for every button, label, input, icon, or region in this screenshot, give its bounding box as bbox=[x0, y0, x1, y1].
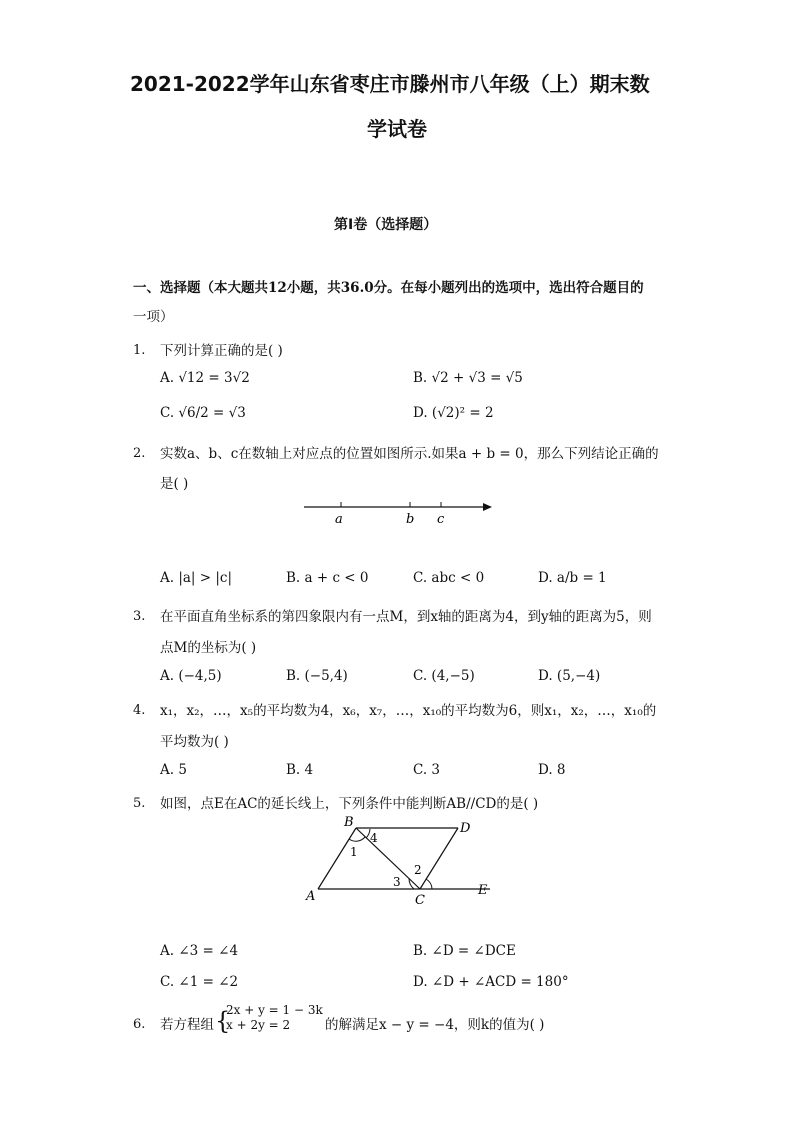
label-c: C bbox=[415, 893, 425, 908]
question-number: 3. bbox=[133, 609, 146, 624]
line-dc bbox=[420, 828, 458, 889]
option-b: B. 4 bbox=[286, 762, 314, 778]
label-c: c bbox=[437, 512, 445, 527]
question-number: 6. bbox=[133, 1017, 146, 1032]
number-line-arrow bbox=[483, 503, 492, 511]
option-c: C. 3 bbox=[413, 762, 441, 778]
part-heading-line1: 一、选择题（本大题共12小题，共36.0分。在每小题列出的选项中，选出符合题目的 bbox=[133, 280, 644, 296]
question-stem-line2: 平均数为( ) bbox=[160, 734, 229, 750]
option-b: B. (−5,4) bbox=[286, 668, 348, 684]
page-title-line1: 2021-2022学年山东省枣庄市滕州市八年级（上）期末数 bbox=[130, 72, 650, 96]
system-equation-2: x + 2y = 2 bbox=[226, 1018, 291, 1032]
part-heading-line2: 一项） bbox=[133, 309, 174, 325]
option-c: C. ∠1 = ∠2 bbox=[160, 974, 239, 990]
option-d: D. ∠D + ∠ACD = 180° bbox=[413, 974, 569, 990]
question-number: 2. bbox=[133, 446, 146, 461]
line-bc bbox=[356, 828, 420, 889]
section-title: 第I卷（选择题） bbox=[334, 217, 438, 233]
option-d: D. a/b = 1 bbox=[538, 570, 607, 586]
question-stem: 下列计算正确的是( ) bbox=[160, 343, 283, 359]
label-e: E bbox=[478, 883, 488, 898]
question-stem-line1: x₁，x₂，…，x₅的平均数为4，x₆，x₇，…，x₁₀的平均数为6，则x₁，x₂，…，x₁₀的 bbox=[160, 703, 657, 719]
question-stem-line2: 是( ) bbox=[160, 476, 189, 492]
option-b: B. √2 + √3 = √5 bbox=[413, 370, 523, 386]
question-stem-pre: 若方程组 bbox=[160, 1017, 214, 1033]
option-a: A. (−4,5) bbox=[160, 668, 222, 684]
label-d: D bbox=[460, 821, 471, 836]
number-line-figure bbox=[300, 496, 495, 530]
label-angle-4: 4 bbox=[370, 831, 378, 845]
question-stem-line1: 在平面直角坐标系的第四象限内有一点M，到x轴的距离为4，到y轴的距离为5，则 bbox=[160, 609, 652, 625]
question-stem-line2: 点M的坐标为( ) bbox=[160, 640, 257, 656]
option-a: A. √12 = 3√2 bbox=[160, 370, 250, 386]
option-c: C. abc < 0 bbox=[413, 570, 485, 586]
question-stem-line1: 实数a、b、c在数轴上对应点的位置如图所示.如果a + b = 0，那么下列结论正确的 bbox=[160, 446, 659, 462]
label-b: b bbox=[406, 512, 415, 527]
parallelogram-figure bbox=[300, 812, 500, 910]
label-a: a bbox=[335, 512, 343, 527]
option-b: B. a + c < 0 bbox=[286, 570, 369, 586]
option-d: D. (√2)² = 2 bbox=[413, 405, 494, 421]
option-a: A. 5 bbox=[160, 762, 187, 778]
option-b: B. ∠D = ∠DCE bbox=[413, 943, 516, 959]
label-b: B bbox=[344, 815, 354, 830]
system-brace: { bbox=[215, 1007, 231, 1035]
angle-arc-1 bbox=[349, 837, 365, 841]
option-a: A. ∠3 = ∠4 bbox=[160, 943, 239, 959]
label-angle-3: 3 bbox=[393, 875, 401, 889]
question-number: 1. bbox=[133, 343, 146, 358]
label-angle-1: 1 bbox=[350, 845, 358, 859]
option-c: C. √6/2 = √3 bbox=[160, 405, 246, 421]
label-a: A bbox=[306, 889, 316, 904]
label-angle-2: 2 bbox=[414, 863, 422, 877]
question-stem-post: 的解满足x − y = −4，则k的值为( ) bbox=[325, 1017, 545, 1033]
option-d: D. 8 bbox=[538, 762, 566, 778]
option-c: C. (4,−5) bbox=[413, 668, 475, 684]
question-stem: 如图，点E在AC的延长线上，下列条件中能判断AB//CD的是( ) bbox=[160, 796, 539, 812]
system-equation-1: 2x + y = 1 − 3k bbox=[226, 1003, 323, 1017]
question-number: 4. bbox=[133, 703, 146, 718]
option-a: A. |a| > |c| bbox=[160, 570, 233, 586]
option-d: D. (5,−4) bbox=[538, 668, 601, 684]
angle-arc-2 bbox=[426, 879, 432, 889]
page-title-line2: 学试卷 bbox=[367, 117, 427, 141]
question-number: 5. bbox=[133, 796, 146, 811]
